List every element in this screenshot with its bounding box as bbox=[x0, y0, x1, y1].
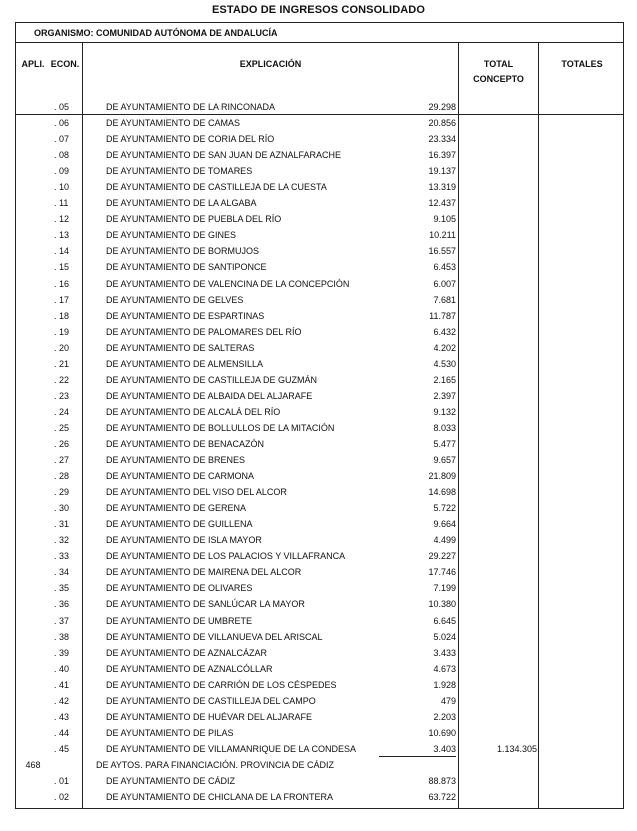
row-description: DE AYUNTAMIENTO DE AZNALCÓLLAR bbox=[106, 663, 273, 674]
row-description: DE AYUNTAMIENTO DE VALENCINA DE LA CONCEPCIÓN bbox=[106, 278, 350, 289]
table-row bbox=[16, 661, 623, 677]
row-amount: 6.432 bbox=[433, 326, 456, 337]
row-total-concepto: 1.134.305 bbox=[496, 743, 537, 754]
row-code: . 07 bbox=[54, 134, 70, 145]
row-code: . 08 bbox=[54, 150, 70, 161]
row-code: . 38 bbox=[54, 631, 70, 642]
row-code: . 39 bbox=[54, 647, 70, 658]
row-description: DE AYUNTAMIENTO DE CAMAS bbox=[106, 118, 241, 129]
row-amount: 3.433 bbox=[433, 647, 456, 658]
row-description: DE AYUNTAMIENTO DE CASTILLEJA DEL CAMPO bbox=[106, 695, 316, 706]
row-description: DE AYUNTAMIENTO DE VILLAMANRIQUE DE LA CONDESA bbox=[106, 743, 357, 754]
row-amount: 21.809 bbox=[428, 471, 456, 482]
row-amount: 6.007 bbox=[433, 278, 456, 289]
row-code: . 19 bbox=[54, 326, 70, 337]
row-amount: 6.645 bbox=[433, 615, 456, 626]
row-amount: 16.397 bbox=[428, 150, 456, 161]
table-row bbox=[16, 131, 623, 147]
row-amount: 12.437 bbox=[428, 198, 456, 209]
row-amount: 10.690 bbox=[428, 727, 456, 738]
row-code: . 18 bbox=[54, 310, 70, 321]
table-row bbox=[16, 115, 623, 131]
row-amount: 63.722 bbox=[428, 792, 456, 803]
table-row bbox=[16, 532, 623, 548]
row-description: DE AYUNTAMIENTO DE GUILLENA bbox=[106, 519, 253, 530]
row-code: . 33 bbox=[54, 551, 70, 562]
table-row bbox=[16, 452, 623, 468]
row-amount: 4.530 bbox=[433, 358, 456, 369]
row-amount: 14.698 bbox=[428, 487, 456, 498]
row-code: . 06 bbox=[54, 118, 70, 129]
row-amount: 29.227 bbox=[428, 551, 456, 562]
row-code: . 23 bbox=[54, 390, 70, 401]
row-code: . 43 bbox=[54, 711, 70, 722]
row-code: . 10 bbox=[54, 182, 70, 193]
row-description: DE AYUNTAMIENTO DE ALCALÁ DEL RÍO bbox=[106, 406, 281, 417]
header-total-line2: CONCEPTO bbox=[473, 74, 524, 84]
row-code: . 37 bbox=[54, 615, 70, 626]
row-amount: 8.033 bbox=[433, 422, 456, 433]
table-row bbox=[16, 709, 623, 725]
row-amount: 4.202 bbox=[433, 342, 456, 353]
table-row bbox=[16, 725, 623, 741]
row-description: DE AYUNTAMIENTO DE BENACAZÓN bbox=[106, 438, 265, 449]
row-description: DE AYUNTAMIENTO DE CÁDIZ bbox=[106, 775, 236, 786]
table-row bbox=[16, 773, 623, 789]
row-amount: 88.873 bbox=[428, 775, 456, 786]
row-description: DE AYUNTAMIENTO DE UMBRETE bbox=[106, 615, 253, 626]
header-apli: APLI. bbox=[21, 59, 45, 69]
table-row bbox=[16, 324, 623, 340]
row-code: . 20 bbox=[54, 342, 70, 353]
table-row bbox=[16, 356, 623, 372]
row-description: DE AYUNTAMIENTO DE OLIVARES bbox=[106, 583, 253, 594]
table-row bbox=[16, 308, 623, 324]
row-code: . 12 bbox=[54, 214, 70, 225]
row-code: . 40 bbox=[54, 663, 70, 674]
header-econ: ECON. bbox=[50, 59, 80, 69]
table-row bbox=[16, 500, 623, 516]
row-amount: 13.319 bbox=[428, 182, 456, 193]
row-code: . 26 bbox=[54, 438, 70, 449]
row-description: DE AYUNTAMIENTO DE CASTILLEJA DE GUZMÁN bbox=[106, 374, 318, 385]
row-code: . 45 bbox=[54, 743, 70, 754]
table-row bbox=[16, 757, 623, 773]
table-row bbox=[16, 613, 623, 629]
row-amount: 5.024 bbox=[433, 631, 456, 642]
table-row bbox=[16, 99, 623, 115]
row-code: . 41 bbox=[54, 679, 70, 690]
row-code: . 09 bbox=[54, 166, 70, 177]
row-description: DE AYUNTAMIENTO DE ISLA MAYOR bbox=[106, 535, 262, 546]
row-amount: 9.664 bbox=[433, 519, 456, 530]
row-amount: 9.132 bbox=[433, 406, 456, 417]
row-code: . 05 bbox=[54, 102, 70, 112]
row-amount: 2.165 bbox=[433, 374, 456, 385]
table-row bbox=[16, 243, 623, 259]
table-row bbox=[16, 468, 623, 484]
row-code: . 27 bbox=[54, 455, 70, 466]
page-title: ESTADO DE INGRESOS CONSOLIDADO bbox=[211, 4, 426, 16]
row-amount: 3.403 bbox=[433, 743, 456, 754]
row-description: DE AYUNTAMIENTO DE BRENES bbox=[106, 455, 246, 466]
row-description: DE AYTOS. PARA FINANCIACIÓN. PROVINCIA DE CÁDIZ bbox=[96, 759, 335, 770]
header-totales: TOTALES bbox=[561, 59, 603, 69]
row-code: . 34 bbox=[54, 567, 70, 578]
row-description: DE AYUNTAMIENTO DE LA ALGABA bbox=[106, 198, 257, 209]
table-row bbox=[16, 484, 623, 500]
row-amount: 20.856 bbox=[428, 118, 456, 129]
organism-label: ORGANISMO: COMUNIDAD AUTÓNOMA DE ANDALUCÍA bbox=[16, 23, 623, 43]
table-row bbox=[16, 147, 623, 163]
row-description: DE AYUNTAMIENTO DE BOLLULLOS DE LA MITACIÓN bbox=[106, 422, 335, 433]
row-code: . 16 bbox=[54, 278, 70, 289]
table-row bbox=[16, 436, 623, 452]
row-code: . 31 bbox=[54, 519, 70, 530]
row-description: DE AYUNTAMIENTO DEL VISO DEL ALCOR bbox=[106, 487, 287, 498]
row-amount: 2.203 bbox=[433, 711, 456, 722]
row-description: DE AYUNTAMIENTO DE GINES bbox=[106, 230, 237, 241]
table-row bbox=[16, 372, 623, 388]
table-row bbox=[16, 677, 623, 693]
row-amount: 2.397 bbox=[433, 390, 456, 401]
row-description: DE AYUNTAMIENTO DE AZNALCÁZAR bbox=[106, 647, 268, 658]
header-explicacion: EXPLICACIÓN bbox=[239, 59, 302, 69]
row-code: . 17 bbox=[54, 294, 70, 305]
row-code: . 24 bbox=[54, 406, 70, 417]
row-description: DE AYUNTAMIENTO DE VILLANUEVA DEL ARISCAL bbox=[106, 631, 323, 642]
table-row bbox=[16, 564, 623, 580]
row-description: DE AYUNTAMIENTO DE ALBAIDA DEL ALJARAFE bbox=[106, 390, 313, 401]
table-row bbox=[16, 163, 623, 179]
row-description: DE AYUNTAMIENTO DE MAIRENA DEL ALCOR bbox=[106, 567, 302, 578]
row-code: . 11 bbox=[54, 198, 69, 209]
table-row bbox=[16, 741, 623, 757]
row-description: DE AYUNTAMIENTO DE SANLÚCAR LA MAYOR bbox=[106, 599, 305, 610]
table-row bbox=[16, 548, 623, 564]
row-amount: 7.199 bbox=[433, 583, 456, 594]
table-row bbox=[16, 276, 623, 292]
row-code: . 13 bbox=[54, 230, 70, 241]
row-amount: 16.557 bbox=[428, 246, 456, 257]
row-description: DE AYUNTAMIENTO DE GELVES bbox=[106, 294, 244, 305]
row-amount: 7.681 bbox=[433, 294, 456, 305]
row-amount: 5.477 bbox=[433, 438, 456, 449]
income-statement-table bbox=[15, 22, 624, 809]
table-row bbox=[16, 629, 623, 645]
row-code: . 44 bbox=[54, 727, 70, 738]
table-row bbox=[16, 211, 623, 227]
row-description: DE AYUNTAMIENTO DE ALMENSILLA bbox=[106, 358, 264, 369]
row-amount: 10.211 bbox=[429, 230, 456, 241]
row-code: . 22 bbox=[54, 374, 70, 385]
row-description: DE AYUNTAMIENTO DE CORIA DEL RÍO bbox=[106, 134, 275, 145]
row-description: DE AYUNTAMIENTO DE LA RINCONADA bbox=[106, 102, 276, 112]
row-amount: 1.928 bbox=[433, 679, 456, 690]
row-amount: 9.105 bbox=[433, 214, 456, 225]
row-code: . 25 bbox=[54, 422, 70, 433]
row-description: DE AYUNTAMIENTO DE SALTERAS bbox=[106, 342, 255, 353]
row-apli: 468 bbox=[25, 759, 41, 770]
row-amount: 17.746 bbox=[428, 567, 456, 578]
table-row bbox=[16, 404, 623, 420]
table-row bbox=[16, 516, 623, 532]
table-row bbox=[16, 789, 623, 805]
row-description: DE AYUNTAMIENTO DE SAN JUAN DE AZNALFARACHE bbox=[106, 150, 342, 161]
row-description: DE AYUNTAMIENTO DE ESPARTINAS bbox=[106, 310, 265, 321]
row-description: DE AYUNTAMIENTO DE HUÉVAR DEL ALJARAFE bbox=[106, 711, 313, 722]
row-code: . 30 bbox=[54, 503, 70, 514]
row-code: . 29 bbox=[54, 487, 70, 498]
row-code: . 01 bbox=[54, 775, 70, 786]
row-description: DE AYUNTAMIENTO DE CHICLANA DE LA FRONTERA bbox=[106, 792, 334, 803]
row-amount: 4.673 bbox=[433, 663, 456, 674]
row-code: . 42 bbox=[54, 695, 70, 706]
table-row bbox=[16, 292, 623, 308]
row-description: DE AYUNTAMIENTO DE LOS PALACIOS Y VILLAFRANCA bbox=[106, 551, 346, 562]
row-description: DE AYUNTAMIENTO DE SANTIPONCE bbox=[106, 262, 267, 273]
table-row bbox=[16, 340, 623, 356]
row-description: DE AYUNTAMIENTO DE BORMUJOS bbox=[106, 246, 260, 257]
header-total-concepto bbox=[459, 57, 538, 87]
row-description: DE AYUNTAMIENTO DE CASTILLEJA DE LA CUESTA bbox=[106, 182, 327, 193]
table-row bbox=[16, 645, 623, 661]
row-description: DE AYUNTAMIENTO DE PUEBLA DEL RÍO bbox=[106, 214, 282, 225]
row-code: . 15 bbox=[54, 262, 70, 273]
row-description: DE AYUNTAMIENTO DE PILAS bbox=[106, 727, 234, 738]
row-amount: 19.137 bbox=[428, 166, 456, 177]
row-code: . 32 bbox=[54, 535, 70, 546]
row-amount: 23.334 bbox=[428, 134, 456, 145]
row-code: . 35 bbox=[54, 583, 70, 594]
table-row bbox=[16, 596, 623, 612]
row-description: DE AYUNTAMIENTO DE GERENA bbox=[106, 503, 247, 514]
row-code: . 36 bbox=[54, 599, 70, 610]
row-code: . 14 bbox=[54, 246, 70, 257]
row-amount: 479 bbox=[440, 695, 456, 706]
table-row bbox=[16, 693, 623, 709]
row-amount: 10.380 bbox=[428, 599, 456, 610]
row-amount: 6.453 bbox=[433, 262, 456, 273]
table-row bbox=[16, 420, 623, 436]
row-amount: 5.722 bbox=[433, 503, 456, 514]
table-row bbox=[16, 388, 623, 404]
row-code: . 28 bbox=[54, 471, 70, 482]
row-amount: 11.787 bbox=[429, 310, 456, 321]
table-row bbox=[16, 179, 623, 195]
table-row bbox=[16, 259, 623, 275]
table-row bbox=[16, 580, 623, 596]
row-code: . 21 bbox=[54, 358, 70, 369]
row-amount: 9.657 bbox=[433, 455, 456, 466]
row-description: DE AYUNTAMIENTO DE CARMONA bbox=[106, 471, 255, 482]
row-description: DE AYUNTAMIENTO DE CARRIÓN DE LOS CÉSPEDES bbox=[106, 679, 337, 690]
row-amount: 4.499 bbox=[433, 535, 456, 546]
row-description: DE AYUNTAMIENTO DE PALOMARES DEL RÍO bbox=[106, 326, 302, 337]
table-row bbox=[16, 227, 623, 243]
row-code: . 02 bbox=[54, 792, 70, 803]
row-description: DE AYUNTAMIENTO DE TOMARES bbox=[106, 166, 253, 177]
row-amount: 29.298 bbox=[428, 102, 456, 112]
table-body bbox=[16, 99, 623, 805]
header-total-line1: TOTAL bbox=[483, 59, 514, 69]
table-row bbox=[16, 195, 623, 211]
